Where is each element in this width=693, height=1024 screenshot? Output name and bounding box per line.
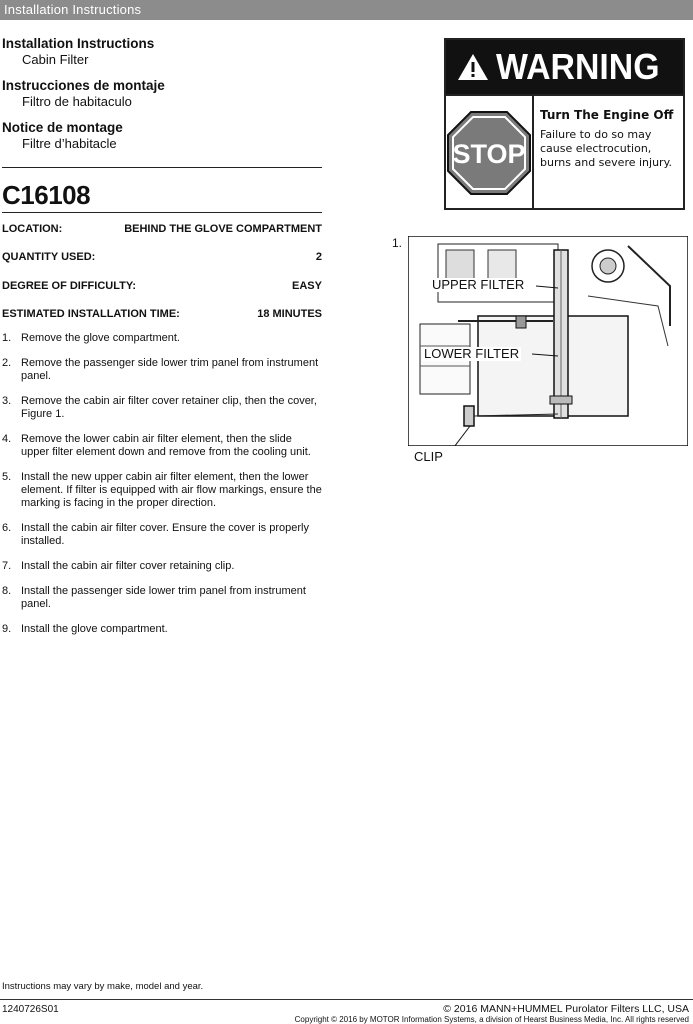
title-fr: [2, 120, 165, 152]
title-heading: Notice de montage: [2, 120, 123, 135]
step-number: 1.: [2, 332, 12, 344]
step-item: [2, 357, 322, 383]
step-text: Install the cabin air filter cover. Ensure the cover is properly installed.: [21, 522, 309, 547]
step-number: 9.: [2, 623, 12, 635]
spec-value: 2: [315, 251, 322, 263]
spec-quantity: [2, 251, 322, 263]
spec-difficulty: [2, 280, 322, 292]
step-text: Remove the glove compartment.: [21, 332, 180, 344]
spec-label: QUANTITY USED:: [2, 251, 96, 263]
title-es: [2, 78, 165, 110]
document-number: 1240726S01: [2, 1004, 59, 1015]
spec-label: ESTIMATED INSTALLATION TIME:: [2, 308, 180, 320]
title-subheading: Filtro de habitaculo: [22, 94, 132, 109]
step-text: Install the passenger side lower trim panel from instrument panel.: [21, 585, 306, 610]
step-number: 6.: [2, 522, 12, 534]
figure-illustration: [408, 236, 688, 446]
step-item: [2, 471, 322, 510]
spec-value: EASY: [292, 280, 322, 292]
lower-filter-label: LOWER FILTER: [424, 346, 520, 361]
title-heading: Instrucciones de montaje: [2, 78, 165, 93]
step-item: [2, 433, 322, 459]
title-subheading: Filtre d’habitacle: [22, 136, 117, 151]
warning-word: WARNING: [496, 46, 660, 87]
figure-number: 1.: [392, 236, 403, 250]
warning-triangle-icon: [456, 52, 490, 82]
step-number: 8.: [2, 585, 12, 597]
divider: [2, 167, 322, 168]
step-text: Install the cabin air filter cover retaining clip.: [21, 560, 235, 572]
step-text: Install the new upper cabin air filter element, then the lower element. If filter is equipped with air flow markings, ensure the marking is facing in the proper direction.: [21, 471, 322, 509]
step-text: Install the glove compartment.: [21, 623, 168, 635]
spec-value: 18 MINUTES: [257, 308, 322, 320]
warning-box: [444, 38, 685, 210]
warning-message: Failure to do so may cause electrocution, burns and severe injury.: [540, 128, 673, 169]
spec-value: BEHIND THE GLOVE COMPARTMENT: [124, 223, 322, 235]
step-number: 4.: [2, 433, 12, 445]
step-list: [2, 332, 322, 648]
stop-sign-icon: [446, 110, 532, 196]
spec-label: LOCATION:: [2, 223, 63, 235]
spec-location: [2, 223, 322, 235]
figure-1: [408, 236, 688, 464]
step-number: 3.: [2, 395, 12, 407]
step-item: [2, 395, 322, 421]
divider: [0, 999, 693, 1000]
title-heading: Installation Instructions: [2, 36, 155, 51]
step-number: 7.: [2, 560, 12, 572]
stop-sign: [446, 96, 534, 210]
stop-text: STOP: [452, 139, 526, 169]
step-item: [2, 332, 322, 345]
part-number: C16108: [2, 180, 91, 210]
clip-label: CLIP: [414, 449, 443, 464]
upper-filter-label: UPPER FILTER: [432, 277, 525, 292]
step-text: Remove the lower cabin air filter element, then the slide upper filter element down and remove from the cooling unit.: [21, 433, 311, 458]
warning-text: [534, 96, 683, 210]
step-text: Remove the passenger side lower trim panel from instrument panel.: [21, 357, 319, 382]
spec-label: DEGREE OF DIFFICULTY:: [2, 280, 137, 292]
step-item: [2, 522, 322, 548]
step-number: 2.: [2, 357, 12, 369]
footnote: Instructions may vary by make, model and year.: [2, 981, 204, 992]
title-en: [2, 36, 165, 68]
warning-body: [446, 96, 683, 210]
header-bar: Installation Instructions: [0, 0, 693, 20]
step-item: [2, 560, 322, 573]
copyright-sub: Copyright © 2016 by MOTOR Information Systems, a division of Hearst Business Media, Inc. All rights reserved: [294, 1015, 689, 1024]
title-subheading: Cabin Filter: [22, 52, 89, 67]
step-item: [2, 585, 322, 611]
divider: [2, 212, 322, 213]
copyright-main: © 2016 MANN+HUMMEL Purolator Filters LLC, USA: [443, 1003, 689, 1015]
spec-time: [2, 308, 322, 320]
step-text: Remove the cabin air filter cover retainer clip, then the cover, Figure 1.: [21, 395, 317, 420]
step-item: [2, 623, 322, 636]
warning-title: Turn The Engine Off: [540, 108, 674, 122]
step-number: 5.: [2, 471, 12, 483]
warning-header: [446, 40, 683, 96]
title-block: [2, 36, 165, 162]
